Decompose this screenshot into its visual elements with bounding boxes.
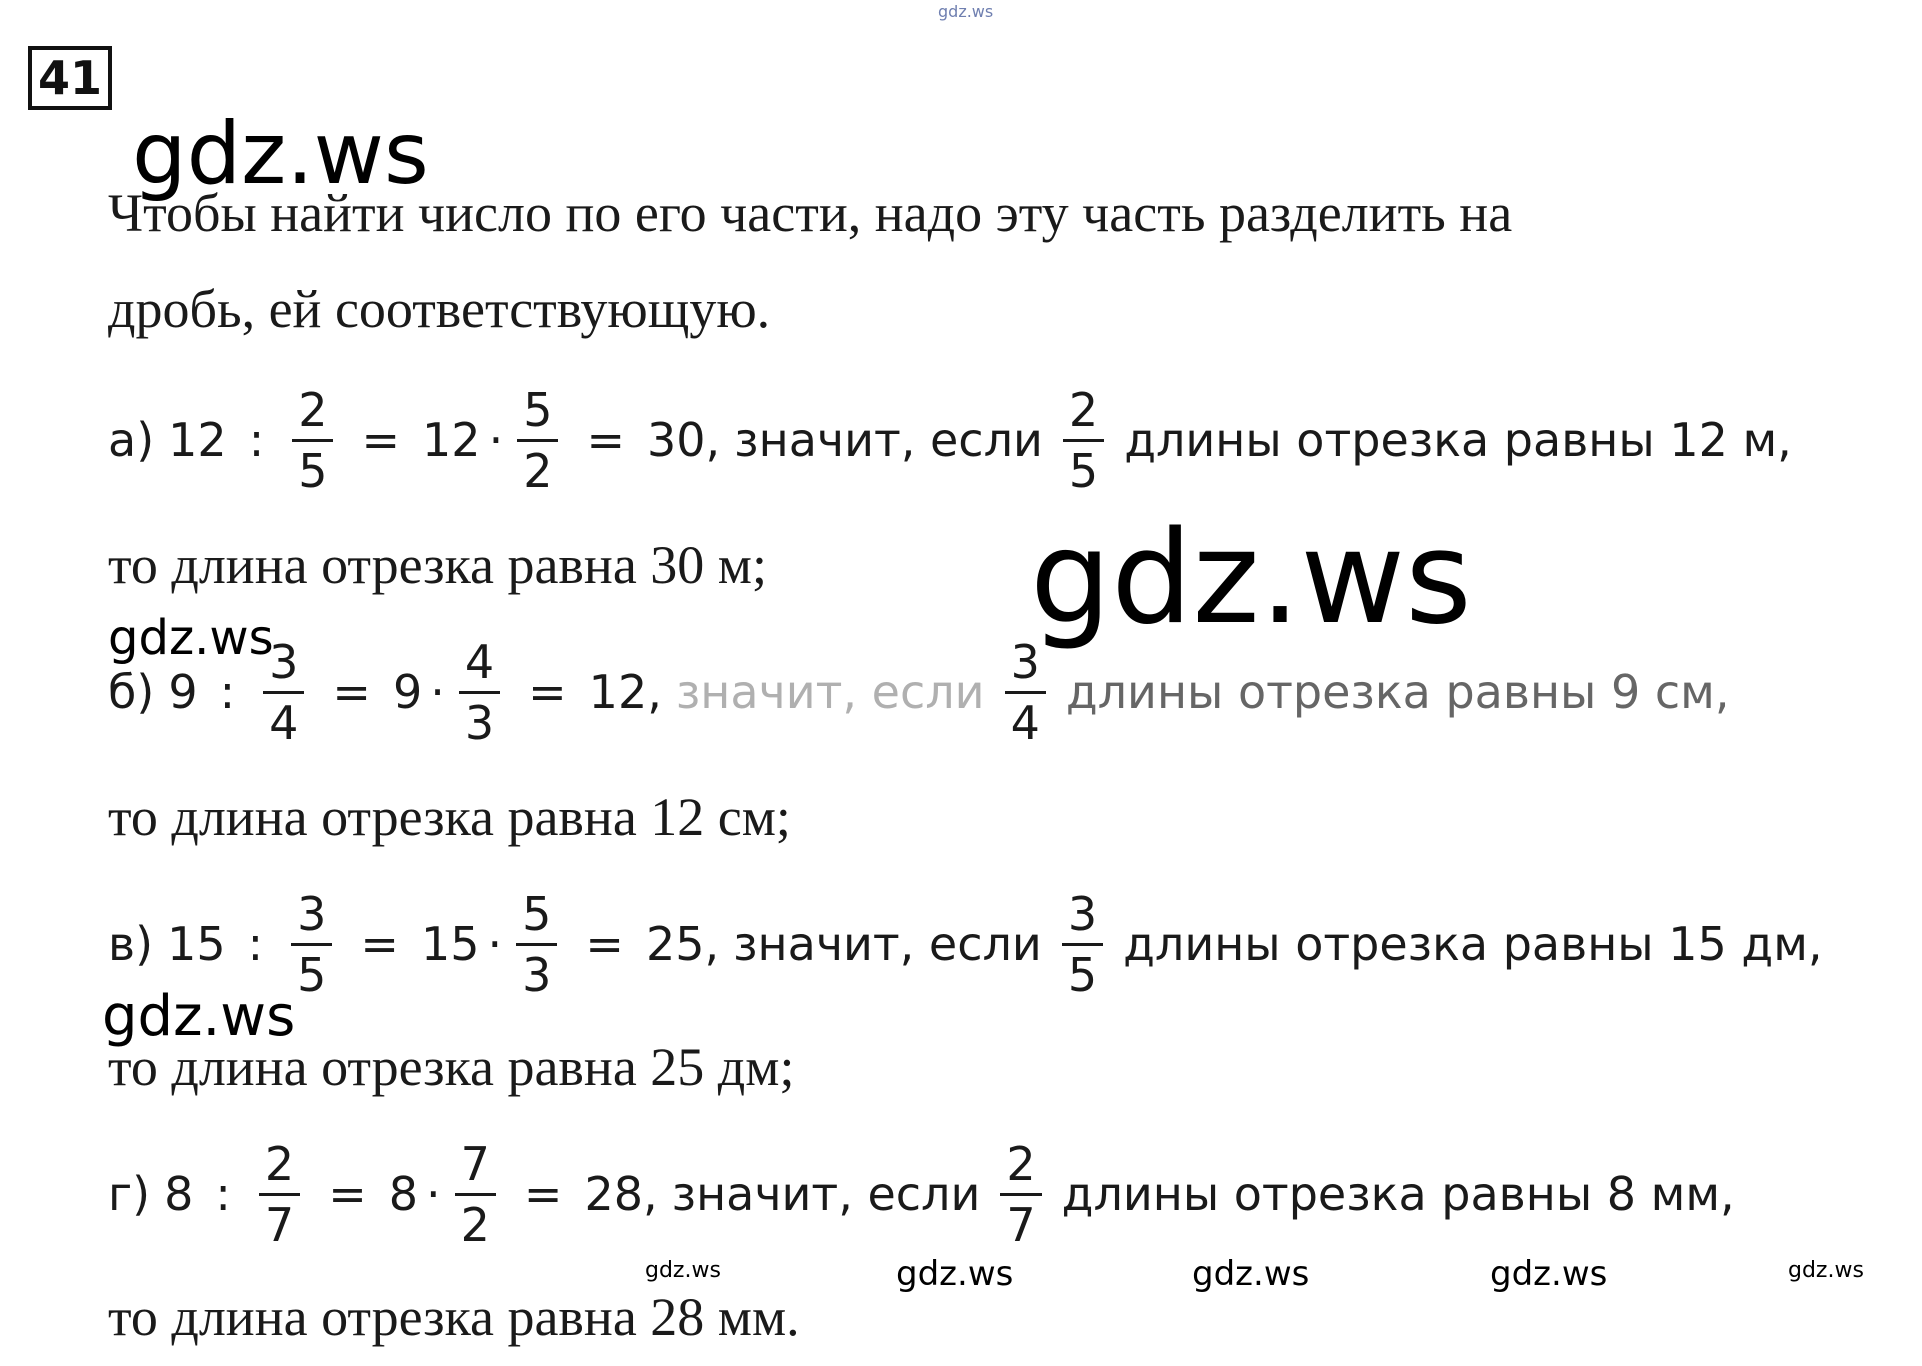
divide-sign: :: [247, 917, 264, 971]
text-end: длины отрезка равны 9 см,: [1065, 665, 1730, 719]
item-label: г): [108, 1167, 151, 1221]
item-b-conclusion: то длина отрезка равна 12 см;: [108, 787, 791, 847]
rule-line-2: дробь, ей соответствующую.: [108, 279, 771, 339]
watermark-bottom-1: gdz.ws: [645, 1258, 721, 1283]
numerator: 3: [1010, 634, 1040, 689]
multiply-sign: ·: [430, 665, 445, 719]
numerator: 7: [460, 1136, 490, 1191]
dividend: 12: [168, 413, 227, 467]
denominator: 5: [297, 947, 327, 1002]
watermark-bottom-5: gdz.ws: [1788, 1258, 1864, 1283]
multiply-sign: ·: [487, 917, 503, 971]
denominator: 2: [523, 443, 553, 498]
item-label: а): [108, 413, 155, 467]
numerator: 5: [523, 382, 553, 437]
equals-sign: =: [528, 665, 567, 719]
equals-sign: =: [332, 665, 371, 719]
result: 12,: [588, 665, 662, 719]
numerator: 5: [522, 886, 552, 941]
equals-sign: =: [361, 413, 401, 467]
equals-sign: =: [360, 917, 399, 971]
dividend: 8: [164, 1167, 194, 1221]
problem-number: 41: [28, 46, 112, 110]
dividend: 9: [168, 665, 198, 719]
rule-line-1: Чтобы найти число по его части, надо эту часть разделить на: [108, 183, 1513, 243]
item-v-conclusion: то длина отрезка равна 25 дм;: [108, 1037, 795, 1097]
denominator: 7: [264, 1197, 295, 1252]
text-mid: значит, если: [733, 917, 1042, 971]
denominator: 5: [1068, 443, 1099, 498]
divide-sign: :: [219, 665, 236, 719]
divide-sign: :: [215, 1167, 231, 1221]
denominator: 7: [1006, 1197, 1036, 1252]
result: 30,: [647, 413, 721, 467]
equals-sign: =: [586, 413, 626, 467]
text-mid: значит, если: [734, 413, 1043, 467]
fraction: [292, 382, 333, 498]
text-mid: значит, если: [671, 1167, 981, 1221]
multiplicand: 9: [392, 665, 423, 719]
text-end: длины отрезка равны 8 мм,: [1061, 1167, 1735, 1221]
fraction: [1062, 886, 1103, 1002]
multiplicand: 15: [420, 917, 480, 971]
fraction: [1000, 1136, 1041, 1252]
denominator: 2: [460, 1197, 490, 1252]
multiply-sign: ·: [426, 1167, 441, 1221]
result: 25,: [645, 917, 720, 971]
denominator: 3: [522, 947, 552, 1002]
numerator: 2: [1068, 382, 1099, 437]
numerator: 2: [298, 382, 328, 437]
watermark-center: gdz.ws: [1030, 504, 1472, 653]
numerator: 2: [264, 1136, 295, 1191]
equals-sign: =: [585, 917, 624, 971]
item-g-equation: [108, 1134, 1735, 1254]
denominator: 4: [1010, 695, 1040, 750]
multiply-sign: ·: [488, 413, 504, 467]
item-a-conclusion: то длина отрезка равна 30 м;: [108, 535, 767, 595]
watermark-bottom-3: gdz.ws: [1192, 1254, 1310, 1294]
denominator: 4: [269, 695, 299, 750]
watermark-left-b: gdz.ws: [108, 610, 274, 666]
equals-sign: =: [328, 1167, 367, 1221]
item-g-conclusion: то длина отрезка равна 28 мм.: [108, 1287, 800, 1347]
watermark-large-top: gdz.ws: [132, 104, 429, 204]
fraction: [1063, 382, 1104, 498]
fraction: [516, 886, 557, 1002]
denominator: 3: [464, 695, 495, 750]
dividend: 15: [167, 917, 226, 971]
numerator: 3: [1067, 886, 1098, 941]
text-end: длины отрезка равны 15 дм,: [1123, 917, 1823, 971]
watermark-bottom-2: gdz.ws: [896, 1254, 1014, 1294]
fraction: [291, 886, 332, 1002]
fraction: [1005, 634, 1046, 750]
item-label: б): [108, 665, 155, 719]
text-mid: значит, если: [675, 665, 985, 719]
item-label: в): [108, 917, 154, 971]
denominator: 5: [1067, 947, 1098, 1002]
numerator: 3: [297, 886, 327, 941]
result: 28,: [584, 1167, 658, 1221]
item-v-equation: [108, 884, 1823, 1004]
multiplicand: 12: [422, 413, 481, 467]
fraction: [455, 1136, 496, 1252]
denominator: 5: [298, 443, 328, 498]
multiplicand: 8: [388, 1167, 419, 1221]
equals-sign: =: [523, 1167, 563, 1221]
item-b-equation: [108, 632, 1729, 752]
fraction: [459, 634, 500, 750]
text-end: длины отрезка равны 12 м,: [1124, 413, 1792, 467]
numerator: 3: [269, 634, 299, 689]
watermark-bottom-4: gdz.ws: [1490, 1254, 1608, 1294]
fraction: [259, 1136, 300, 1252]
watermark-left-v: gdz.ws: [102, 984, 296, 1049]
fraction: [517, 382, 558, 498]
numerator: 2: [1006, 1136, 1036, 1191]
item-a-equation: [108, 380, 1792, 500]
watermark-top: gdz.ws: [938, 2, 994, 21]
numerator: 4: [464, 634, 495, 689]
divide-sign: :: [248, 413, 265, 467]
